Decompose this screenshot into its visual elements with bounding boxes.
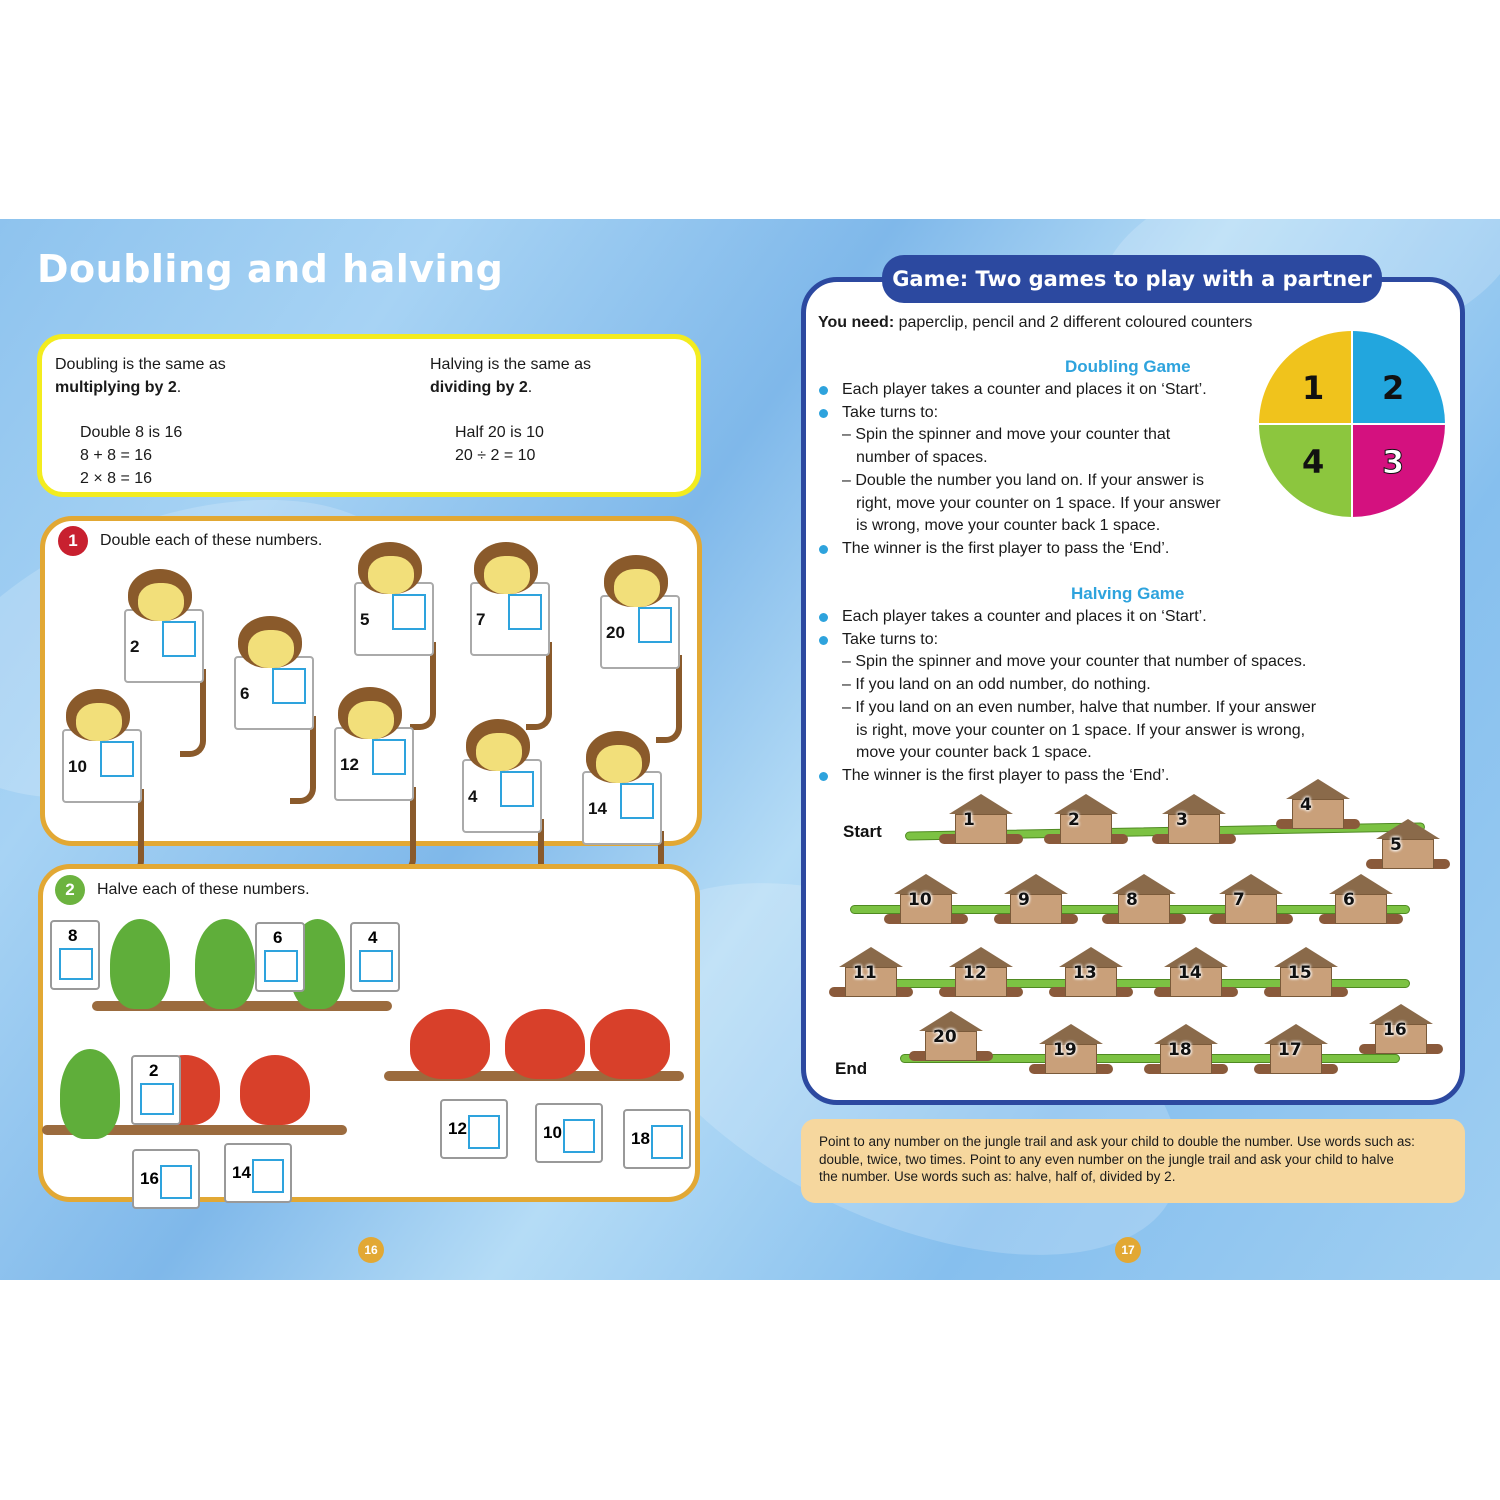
doubling-example: 8 + 8 = 16	[80, 447, 153, 464]
green-parrot-icon	[60, 1049, 120, 1139]
rule-line: – Double the number you land on. If your answer is	[842, 471, 1204, 489]
tree-house-space	[1160, 947, 1232, 1005]
page-number-right: 17	[1115, 1237, 1141, 1263]
rule-line: move your counter back 1 space.	[856, 744, 1092, 762]
doubling-line2: multiplying by 2	[55, 379, 177, 396]
answer-box[interactable]	[508, 594, 542, 630]
number-card	[623, 1109, 691, 1169]
answer-box[interactable]	[359, 950, 393, 982]
number-to-halve: 8	[68, 926, 78, 945]
doubling-example: Double 8 is 16	[80, 424, 183, 441]
tree-house-space	[1000, 874, 1072, 932]
rule-line: is wrong, move your counter back 1 space.	[856, 517, 1161, 535]
question-1-badge: 1	[58, 526, 88, 556]
space-number: 3	[1176, 810, 1188, 830]
number-to-halve: 16	[140, 1169, 159, 1188]
space-number: 12	[963, 963, 987, 983]
space-number: 11	[853, 963, 877, 983]
tree-house-space	[1282, 779, 1354, 837]
tree-house-space	[1050, 794, 1122, 852]
tree-house-space	[835, 947, 907, 1005]
you-need-text: paperclip, pencil and 2 different coloured counters	[898, 314, 1253, 331]
number-to-halve: 14	[232, 1163, 251, 1182]
space-number: 13	[1073, 963, 1097, 983]
page-title: Doubling and halving	[37, 247, 504, 291]
house-roof-icon	[1376, 819, 1440, 839]
number-card	[255, 922, 305, 992]
number-to-double: 20	[606, 623, 625, 642]
house-roof-icon	[1004, 874, 1068, 894]
number-to-double: 6	[240, 684, 250, 703]
space-number: 14	[1178, 963, 1202, 983]
space-number: 19	[1053, 1040, 1077, 1060]
answer-box[interactable]	[252, 1159, 284, 1193]
note-line: Point to any number on the jungle trail and ask your child to double the number. Use words such as:	[819, 1134, 1415, 1149]
answer-box[interactable]	[162, 621, 196, 657]
space-number: 2	[1068, 810, 1080, 830]
doubling-game-heading: Doubling Game	[1065, 357, 1191, 376]
number-to-halve: 18	[631, 1129, 650, 1148]
number-to-double: 5	[360, 610, 370, 629]
spinner-label: 3	[1382, 443, 1405, 481]
tree-house-space	[1035, 1024, 1107, 1082]
halving-line2: dividing by 2	[430, 379, 528, 396]
rule-line: The winner is the first player to pass the ‘End’.	[842, 766, 1170, 784]
doubling-line1: Doubling is the same as	[55, 356, 226, 373]
tree-house-space	[945, 947, 1017, 1005]
rule-line: – If you land on an odd number, do nothing.	[842, 676, 1151, 694]
tree-house-space	[1108, 874, 1180, 932]
space-number: 6	[1343, 890, 1355, 910]
rule-line: Each player takes a counter and places it on ‘Start’.	[842, 608, 1207, 625]
number-to-double: 10	[68, 757, 87, 776]
page-number-left: 16	[358, 1237, 384, 1263]
tree-house-space	[890, 874, 962, 932]
bullet-icon	[819, 613, 828, 622]
answer-box[interactable]	[563, 1119, 595, 1153]
answer-box[interactable]	[372, 739, 406, 775]
rule-line: is right, move your counter on 1 space. If your answer is wrong,	[856, 721, 1306, 739]
number-to-double: 4	[468, 787, 478, 806]
rule-line: Take turns to:	[842, 630, 939, 648]
answer-box[interactable]	[651, 1125, 683, 1159]
answer-box[interactable]	[468, 1115, 500, 1149]
number-to-halve: 12	[448, 1119, 467, 1138]
space-number: 8	[1126, 890, 1138, 910]
space-number: 10	[908, 890, 932, 910]
answer-box[interactable]	[59, 948, 93, 980]
space-number: 15	[1288, 963, 1312, 983]
number-to-double: 14	[588, 799, 607, 818]
tree-house-space	[1158, 794, 1230, 852]
game-title: Game: Two games to play with a partner	[882, 255, 1382, 303]
number-to-halve: 2	[149, 1061, 159, 1080]
intro-box	[37, 334, 701, 497]
answer-box[interactable]	[638, 607, 672, 643]
rule-line: right, move your counter on 1 space. If your answer	[856, 494, 1221, 512]
spinner-label: 4	[1302, 443, 1325, 481]
number-card	[535, 1103, 603, 1163]
rule-line: number of spaces.	[856, 449, 988, 467]
answer-box[interactable]	[620, 783, 654, 819]
answer-box[interactable]	[160, 1165, 192, 1199]
question-2-badge: 2	[55, 875, 85, 905]
number-card	[131, 1055, 181, 1125]
rule-line: Take turns to:	[842, 403, 939, 421]
rule-line: The winner is the first player to pass the ‘End’.	[842, 539, 1170, 557]
space-number: 17	[1278, 1040, 1302, 1060]
bullet-icon	[819, 545, 828, 554]
number-card	[350, 922, 400, 992]
trail-end-label: End	[835, 1059, 868, 1078]
question-2-instruction: Halve each of these numbers.	[97, 881, 310, 898]
house-roof-icon	[1219, 874, 1283, 894]
tree-house-space	[1270, 947, 1342, 1005]
number-to-double: 7	[476, 610, 486, 629]
space-number: 5	[1390, 835, 1402, 855]
rule-line: – If you land on an even number, halve that number. If your answer	[842, 698, 1317, 716]
space-number: 16	[1383, 1020, 1407, 1040]
halving-example: 20 ÷ 2 = 10	[455, 447, 536, 464]
note-line: the number. Use words such as: halve, half of, divided by 2.	[819, 1169, 1176, 1184]
space-number: 7	[1233, 890, 1245, 910]
doubling-explanation: Doubling is the same as multiplying by 2. Double 8 is 16 8 + 8 = 16 2 × 8 = 16	[55, 353, 226, 490]
parent-note	[801, 1119, 1465, 1203]
number-card	[440, 1099, 508, 1159]
spinner-label: 1	[1302, 369, 1325, 407]
answer-box[interactable]	[272, 668, 306, 704]
rule-line: – Spin the spinner and move your counter that	[842, 426, 1171, 444]
book-spread	[0, 219, 1500, 1280]
halving-explanation: Halving is the same as dividing by 2. Half 20 is 10 20 ÷ 2 = 10	[430, 353, 591, 467]
bullet-icon	[819, 386, 828, 395]
spinner-label: 2	[1382, 369, 1405, 407]
halving-example: Half 20 is 10	[455, 424, 544, 441]
red-parrot-icon	[410, 1009, 490, 1079]
bullet-icon	[819, 636, 828, 645]
rule-line: – Spin the spinner and move your counter that number of spaces.	[842, 653, 1307, 671]
red-parrot-icon	[240, 1055, 310, 1125]
trail-start-label: Start	[843, 822, 882, 841]
answer-box[interactable]	[140, 1083, 174, 1115]
tree-house-space	[1215, 874, 1287, 932]
tree-house-space	[915, 1011, 987, 1069]
doubling-game-rules	[842, 379, 1221, 561]
green-parrot-icon	[110, 919, 170, 1009]
bullet-icon	[819, 772, 828, 781]
question-1-instruction: Double each of these numbers.	[100, 532, 323, 549]
halving-line1: Halving is the same as	[430, 356, 591, 373]
spinner-divider	[1259, 423, 1445, 425]
tree-house-space	[1365, 1004, 1437, 1062]
bullet-icon	[819, 409, 828, 418]
tree-house-space	[1372, 819, 1444, 877]
answer-box[interactable]	[264, 950, 298, 982]
you-need-label: You need:	[818, 314, 895, 331]
space-number: 20	[933, 1027, 957, 1047]
number-card	[132, 1149, 200, 1209]
space-number: 4	[1300, 795, 1312, 815]
tree-house-space	[1260, 1024, 1332, 1082]
number-to-double: 2	[130, 637, 140, 656]
note-line: double, twice, two times. Point to any even number on the jungle trail and ask your child to halve	[819, 1151, 1394, 1167]
tree-house-space	[945, 794, 1017, 852]
number-card	[224, 1143, 292, 1203]
halving-game-heading: Halving Game	[1071, 584, 1185, 603]
red-parrot-icon	[590, 1009, 670, 1079]
answer-box[interactable]	[100, 741, 134, 777]
you-need-line	[818, 312, 1252, 335]
house-roof-icon	[1329, 874, 1393, 894]
rule-line: Each player takes a counter and places it on ‘Start’.	[842, 381, 1207, 398]
house-roof-icon	[949, 794, 1013, 814]
house-roof-icon	[1286, 779, 1350, 799]
space-number: 18	[1168, 1040, 1192, 1060]
house-roof-icon	[1162, 794, 1226, 814]
tree-house-space	[1055, 947, 1127, 1005]
red-parrot-icon	[505, 1009, 585, 1079]
tree-house-space	[1325, 874, 1397, 932]
halving-game-rules	[842, 606, 1316, 788]
space-number: 9	[1018, 890, 1030, 910]
house-roof-icon	[1112, 874, 1176, 894]
doubling-example: 2 × 8 = 16	[80, 470, 153, 487]
answer-box[interactable]	[500, 771, 534, 807]
number-to-halve: 10	[543, 1123, 562, 1142]
number-card	[50, 920, 100, 990]
space-number: 1	[963, 810, 975, 830]
number-to-halve: 4	[368, 928, 378, 947]
green-parrot-icon	[195, 919, 255, 1009]
spinner[interactable]	[1259, 331, 1445, 517]
number-to-halve: 6	[273, 928, 283, 947]
number-to-double: 12	[340, 755, 359, 774]
house-roof-icon	[1054, 794, 1118, 814]
tree-house-space	[1150, 1024, 1222, 1082]
answer-box[interactable]	[392, 594, 426, 630]
